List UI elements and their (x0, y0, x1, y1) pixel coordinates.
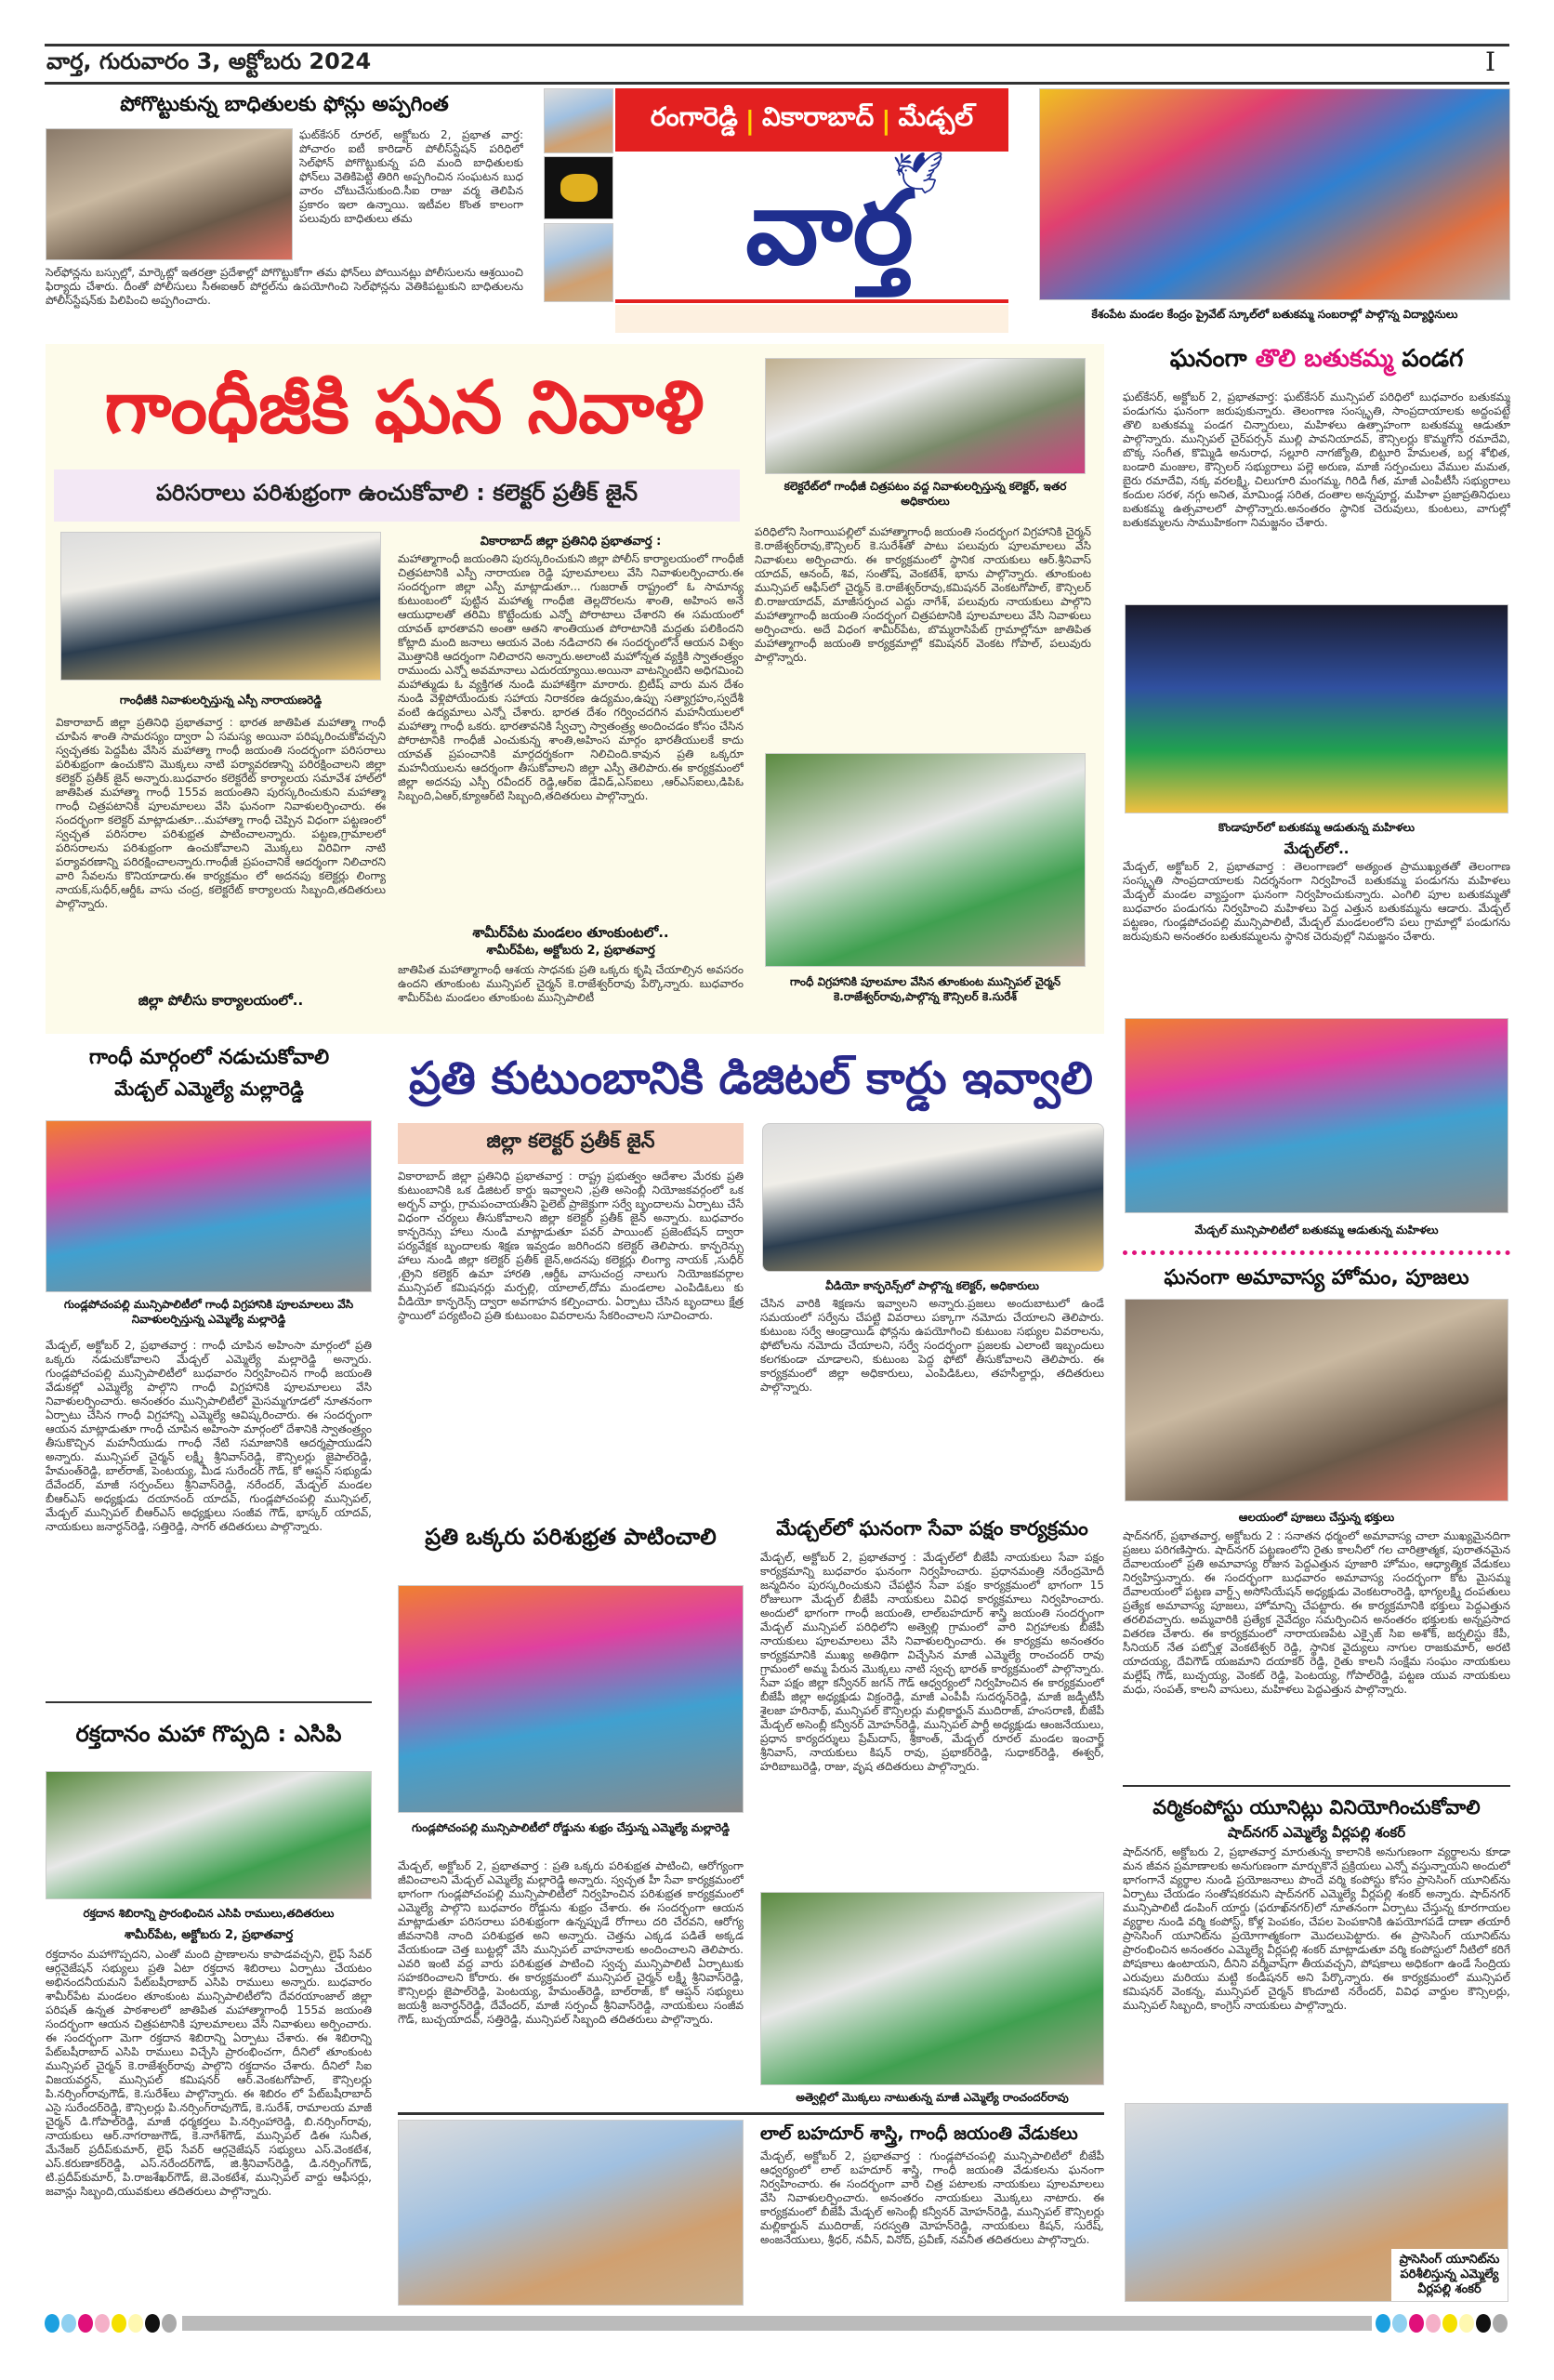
caption-video-conference: వీడియో కాన్ఫరెన్స్‌లో పాల్గొన్న కలెక్టర్, అధికారులు (825, 1279, 1039, 1292)
photo-phones-handover (46, 128, 293, 260)
photo-processing-unit (1125, 2103, 1508, 2302)
header-bottom-rule (45, 82, 1509, 85)
photo-mallareddy-statue (46, 1120, 372, 1292)
headline-digital-card: ప్రతి కుటుంబానికి డిజిటల్ కార్డు ఇవ్వాలి (409, 1052, 1093, 1104)
district-vikarabad: వికారాబాద్ (762, 101, 875, 132)
caption-mallareddy-statue: గుండ్లపోచంపల్లి మున్సిపాలిటీలో గాంధీ విగ్రహానికి పూలమాలలు వేసి నివాళులర్పిస్తున్న ఎమ్మెల్యే మల్లారెడ్డి (63, 1298, 354, 1326)
section-rule (1123, 1785, 1510, 1787)
subhead-mla-shankar: షాద్‌నగర్ ఎమ్మెల్యే వీర్లపల్లి శంకర్ (1227, 1824, 1406, 1841)
headline-blood-donation: రక్తదానం మహా గొప్పది : ఎసిపి (75, 1721, 342, 1747)
headline-part: పండగ (1393, 345, 1464, 373)
story-bathukamma-body: ఘట్‌కేసర్, అక్టోబర్ 2, ప్రభాతవార్త: ఘట్‌కేసర్ మున్సిపల్ పరిధిలో బుధవారం బతుకమ్మ పండుగను ఘనంగా జరుపుకున్నారు. తెలంగాణ సంస్కృతి, సాంప్రదాయాలకు అద్దంపట్టే తొలి బతుకమ్మ పండగ చిన్నారులు, మహిళలు ఉత్సాహంగా బతుకమ్మ ఆడుతూ పాల్గొన్నారు. మున్సిపల్ చైర్‌పర్సన్ ముల్లి పావనియాదవ్, కౌన్సిలర్లు కొమ్మగోని రమాదేవి, బొక్క సంగీత, కొమ్మిడి అనురాధ, సల్లూరి నాగజ్యోతి, బిట్టూరి హేమలత, బర్ల శోభిత, బండారి మంజుల, కౌన్సిలర్ సభ్యురాలు పల్లె అరుణ, మాజీ సర్పంచులు వేముల మమత, బైరు రమాదేవి, నక్క వరలక్ష్మి, చిలుగూరి మంగమ్మ, గిరిడి గీత, మాజీ ఎంపీటీసీ సభ్యురాలు కందుల సరళ, నగ్గు అనిత, మామిండ్ల సరిత, దంతాల అన్నపూర్ణ, మహిళా ప్రజాప్రతినిధులు బతుకమ్మ ఉత్సవాలలో పాల్గొన్నారు.అనంతరం స్థానిక చెరువులు, కుంటలు, వాగుల్లో బతుకమ్మలను సాముహికంగా నిమజ్జనం చేశారు. (1123, 390, 1510, 529)
masthead-strip (615, 305, 1008, 333)
masthead-logo: వార్త (745, 168, 914, 287)
story-seva-body: మేడ్చల్, అక్టోబర్ 2, ప్రభాతవార్త : మేడ్చల్‌లో బీజేపీ నాయకులు సేవా పక్షం కార్యక్రమాన్ని బుధవారం ఘనంగా నిర్వహించారు. ప్రధానమంత్రి నరేంద్రమోదీ జన్మదినం పురస్కరించుకుని చేపట్టిన సేవా పక్షం కార్యక్రమంలో భాగంగా 15 రోజులుగా మేడ్చల్ బీజేపీ నాయకులు వివిధ కార్యక్రమాలు నిర్వహించారు. అందులో భాగంగా గాంధీ జయంతి, లాల్‌బహదూర్ శాస్త్రి జయంతి సందర్భంగా మేడ్చల్ మున్సిపల్ పరిధిలోని అత్వెల్లి గ్రామంలో వారి విగ్రహాలకు బీజేపీ నాయకులు పూలమాలలు వేసి నివాళులర్పించారు. ఈ కార్యక్రమ అనంతరం కార్యక్రమానికి ముఖ్య అతిథిగా విచ్చేసిన మాజీ ఎమ్మెల్యే రాంచందర్ రావు గ్రామంలో అమ్మ పేరున మొక్కలు నాటి స్వచ్ఛ భారత్ కార్యక్రమంలో పాల్గొన్నారు. సేవా పక్షం జిల్లా కన్వీనర్ జగన్ గౌడ్ ఆధ్వర్యంలో నిర్వహించిన ఈ కార్యక్రమంలో బీజేపీ జిల్లా అధ్యక్షుడు విక్రంరెడ్డి, మాజీ ఎంపీపీ సుదర్శన్‌రెడ్డి, మాజీ జడ్పీటీసీ శైలజా హరినాథ్, మున్సిపల్ కౌన్సిలర్లు మల్లికార్జున్ ముదిరాజ్, హంసరాణి, బీజేపీ మేడ్చల్ అసెంబ్లీ కన్వీనర్ మోహన్‌రెడ్డి, మున్సిపల్ పార్టీ అధ్యక్షుడు ఆంజనేయులు, ప్రధాన కార్యదర్శులు ప్రేమ్‌దాస్, శ్రీకాంత్, మేడ్చల్ రూరల్ మండల ఇంచార్జ్ శ్రీనివాస్, నాయకులు కిషన్ రావు, ప్రభాకర్‌రెడ్డి, సుధాకర్‌రెడ్డి, ఈశ్వర్, హరిబాబురెడ్డి, రాజు, వృష తదితరులు పాల్గొన్నారు. (760, 1551, 1104, 1773)
story-amavasya-body: షాద్‌నగర్, ప్రభాతవార్త, అక్టోబరు 2 : సనాతన ధర్మంలో అమావాస్య చాలా ముఖ్యమైనదిగా ప్రజలు పరిగణిస్తారు. షాద్‌నగర్ పట్టణంలోని రైతు కాలనీలో గల చారిత్రాత్మక, పురాతనమైన దేవాలయంలో ప్రతి అమావాస్య రోజున పెద్దఎత్తున పూజారి హోమం, ఆధ్యాత్మిక వేడుకలు నిర్వహిస్తున్నారు. ఈ సందర్భంగా బుధవారం అమావాస్య సందర్భంగా కోట మైసమ్మ దేవాలయంలో పట్టణ వార్డ్స్ అసోసియేషన్ అధ్యక్షుడు వెంకటరాంరెడ్డి, భాగ్యలక్ష్మి దంపతులు ప్రత్యేక అమావాస్య పూజలు, హోమాన్ని చేపట్టారు. ఈ కార్యక్రమానికి భక్తులు పెద్దఎత్తున తరలివచ్చారు. అమ్మవారికి ప్రత్యేక నైవేద్యం సమర్పించిన అనంతరం భక్తులకు అన్నప్రసాద వితరణ చేశారు. ఈ కార్యక్రమంలో నారాయణపేట ఎక్సైజ్ సిఐ అశోక్, జర్నలిస్టు కేపీ, సీనియర్ నేత పట్నోళ్ల వెంకటేశ్వర్ రెడ్డి, స్థానిక వైద్యులు నాగుల రాజకుమార్, అరటి యాదయ్య, దేవిగౌడ్ యజమాని దయాకర్ రెడ్డి, రైతు కాలనీ సంక్షేమ సంఘం నాయకులు మల్లేష్ గౌడ్, బుచ్చయ్య, వెంకట్ రెడ్డి, పెంటయ్య, గోపాల్‌రెడ్డి, పట్టణ యువ నాయకులు మధు, సంపత్, కాలనీ వాసులు, మహిళలు పెద్దఎత్తున పాల్గొన్నారు. (1123, 1529, 1510, 1696)
caption-processing-unit: ప్రాసెసింగ్ యూనిట్‌ను పరిశీలిస్తున్న ఎమ్మెల్యే వీర్లపల్లి శంకర్ (1391, 2249, 1508, 2301)
photo-gandhi-statue-tumkunta (765, 753, 1086, 967)
photo-temple-gold (544, 156, 613, 219)
headline-shastri-jayanti: లాల్ బహదూర్ శాస్త్రి, గాంధీ జయంతి వేడుకలు (760, 2123, 1078, 2144)
print-registration-bar (45, 2313, 1509, 2334)
story-tumkunta-body: జాతిపిత మహాత్మాగాంధీ ఆశయ సాధనకు ప్రతి ఒక్కరు కృషి చేయాల్సిన అవసరం ఉందని తూంకుంట మున్సిపల్ చైర్మన్ కె.రాజేశ్వర్‌రావు పేర్కొన్నారు. బుధవారం శామీర్‌పేట మండలం తూంకుంట మున్సిపాలిటీ (398, 963, 744, 1004)
subhead-mla-mallareddy: మేడ్చల్ ఎమ్మెల్యే మల్లారెడ్డి (114, 1078, 304, 1100)
headline-amavasya: ఘనంగా అమావాస్య హోమం, పూజలు (1164, 1266, 1469, 1289)
section-divider (1123, 1250, 1510, 1255)
photo-temple-gopuram (544, 88, 613, 153)
page-number: I (1485, 46, 1496, 77)
section-rule (398, 2112, 1104, 2115)
headline-phones-returned: పోగొట్టుకున్న బాధితులకు ఫోన్లు అప్పగింత (120, 93, 449, 116)
story-phones-body-cont: సెల్‌ఫోన్లను బస్సుల్లో, మార్కెట్లో ఇతరత్రా ప్రదేశాల్లో పోగొట్టుకోగా తమ ఫోన్‌లు పోయినట్లు పోలీసులను ఆశ్రయించి ఫిర్యాదు చేశారు. దీంతో పోలీసులు సీఈఐఆర్ పోర్టల్‌ను ఉపయోగించి సెల్‌ఫోన్లను వెతికిపట్టుకుని బాధితులను పోలీస్‌స్టేషన్‌కు పిలిపించి అప్పగించారు. (46, 266, 523, 307)
story-vermicompost-body: షాద్‌నగర్, అక్టోబరు 2, ప్రభాతవార్త మారుతున్న కాలానికి అనుగుణంగా వ్యర్థాలను కూడా మన జీవన ప్రమాణాలకు అనుగుణంగా మార్చుకొనే ప్రక్రియలు ఎన్నో వస్తున్నాయని అందులో భాగంగానే వ్యర్థాల నుండి ప్రయోజనాలు పొందే వర్మి కంపోస్టు కోసం ప్రాసెసింగ్ యూనిట్‌ను ఏర్పాటు చేయడం సంతోషకరమని షాద్‌నగర్ ఎమ్మెల్యే వీర్లపల్లి శంకర్ అన్నారు. షాద్‌నగర్ మున్సిపాలిటీ డంపింగ్ యార్డు (ఫరూఖ్‌నగర్)లో నూతనంగా ఏర్పాటు చేస్తున్న కూరగాయల వ్యర్థాల నుండి వర్మి కంపోస్ట్, కోళ్ల పెంపకం, చేపల పెంపకానికి ఉపయోగపడే దాణా తయారీ ప్రాసెసింగ్ యూనిట్‌ను ప్రయోగాత్మకంగా మొదలుపెట్టారు. ఈ ప్రాసెసింగ్ యూనిట్‌ను ప్రారంభించిన అనంతరం ఎమ్మెల్యే వీర్లపల్లి శంకర్ మాట్లాడుతూ వర్మి కంపోస్టులో నీటిలో కరిగే పోషకాలు ఉంటాయని, దీనిని వర్మీవాష్‌గా తీయవచ్చని, పోషకాలు అధికంగా ఉండే సేంద్రియ ఎరువులు మరియు మట్టి కండీషనర్ అని పేర్కొన్నారు. ఈ కార్యక్రమంలో మున్సిపల్ కమిషనర్ వెంకన్న, మున్సిపల్ చైర్మన్ కొందూటి నరేందర్, వివిధ వార్డుల కౌన్సిలర్లు, మున్సిపల్ సిబ్బంది, కాంగ్రెస్ నాయకులు పాల్గొన్నారు. (1123, 1845, 1510, 2012)
photo-kondapur-bathukamma (1125, 604, 1508, 813)
story-phones-body: ఘట్‌కేసర్ రూరల్, అక్టోబరు 2, ప్రభాత వార్త: పోచారం ఐటీ కారిడార్ పోలీస్‌స్టేషన్ పరిధిలో సెల్‌ఫోన్ పోగొట్టుకున్న పది మంది బాధితులకు ఫోన్‌లు వెతికిపెట్టి తిరిగి అప్పగించిన సంఘటన బుధ వారం చోటుచేసుకుంది.సీఐ రాజు వర్మ తెలిపిన ప్రకారం ఇలా ఉన్నాయి. ఇటీవల కొంత కాలంగా పలువురు బాధితులు తమ (299, 128, 523, 225)
subhead-tumkunta: శామీర్‌పేట మండలం తూంకుంటలో.. (472, 924, 669, 941)
photo-mla-sweeping (398, 1585, 744, 1813)
caption-sp-tribute: గాంధీజీకి నివాళులర్పిస్తున్న ఎస్పీ నారాయణరెడ్డి (119, 694, 323, 707)
dateline-shamirpet: శామీర్‌పేట, అక్టోబరు 2, ప్రభాతవార్త (486, 944, 655, 958)
photo-video-conference (762, 1123, 1104, 1272)
dateline: వార్త, గురువారం 3, అక్టోబరు 2024 (46, 48, 372, 74)
dateline-shamirpet: శామీర్‌పేట, అక్టోబరు 2, ప్రభాతవార్త (124, 1928, 294, 1942)
story-blood-body: రక్తదానం మహాగొప్పదని, ఎంతో మంది ప్రాణాలను కాపాడవచ్చని, లైఫ్ సేవర్ ఆర్గనైజేషన్ సభ్యులు ప్రతి ఏటా రక్తదాన శిబిరాలు ఏర్పాటు చేయటం అభినందనీయమని పేట్‌బషీరాబాద్ ఎసిపి రాములు అన్నారు. బుధవారం శామీర్‌పేట మండలం తూంకుంట మున్సిపాలిటీలోని దేవరయాంజాల్ జిల్లా పరిషత్ ఉన్నత పాఠశాలలో జాతిపిత మహాత్మాగాంధీ 155వ జయంతి సందర్భంగా ఆయన చిత్రపటానికి పూలమాలలు వేసి నివాళులు అర్పించారు. ఈ సందర్భంగా మెగా రక్తదాన శిబిరాన్ని ఏర్పాటు చేశారు. ఈ శిబిరాన్ని పేట్‌బషీరాబాద్ ఎసిపి రాములు విచ్చేసి ప్రారంభించగా, దీనిలో తూంకుంట మున్సిపల్ చైర్మన్ కె.రాజేశ్వర్‌రావు పాల్గొని రక్తదానం చేశారు. దీనిలో సిఐ విజయవర్ధన్, మున్సిపల్ కమిషనర్ ఆర్.వెంకటగోపాల్, కౌన్సిలర్లు పి.నర్సింగ్‌రావుగౌడ్, కె.సురేశ్‌లు పాల్గొన్నారు. ఈ శిబిరం లో పేట్‌బషీరాబాద్ ఎసై సురేందర్‌రెడ్డి, కౌన్సిలర్లు పి.నర్సింగ్‌రావుగౌడ్, కె.సురేశ్, రామాలయ మాజీ చైర్మన్ డి.గోపాల్‌రెడ్డి, మాజీ ధర్మకర్తలు పి.నర్సింహారెడ్డి, బి.నర్సింగ్‌రావు, నాయకులు ఆర్.నాగరాజుగౌడ్, కె.నాగేశ్‌గౌడ్, మున్సిపల్ డిఈ సునీత, మేనేజర్ ప్రదీప్‌కుమార్, లైఫ్ సేవర్ ఆర్గనైజేషన్ సభ్యులు ఎస్.వెంకటేశ, ఎస్.కరుణాకర్‌రెడ్డి, ఎస్.నరేందర్‌గౌడ్, జి.శ్రీనివాస్‌రెడ్డి, డి.నర్సింగ్‌గౌడ్, టి.ప్రదీప్‌కుమార్, పి.రాజశేఖర్‌గౌడ్, జె.వెంకటేశ, మున్సిపల్ వార్డు ఆఫీసర్లు, జవాన్లు సిబ్బంది,యువకులు తదితరులు పాల్గొన్నారు. (46, 1948, 372, 2198)
headline-gandhi-path: గాంధీ మార్గంలో నడుచుకోవాలి (88, 1046, 330, 1069)
caption-planting-saplings: అత్వెల్లిలో మొక్కలు నాటుతున్న మాజీ ఎమ్మెల్యే రాంచందర్‌రావు (796, 2091, 1069, 2104)
headline-highlight: తొలి బతుకమ్మ (1255, 345, 1394, 373)
photo-amavasya-temple (1125, 1299, 1508, 1501)
photo-blood-camp (46, 1771, 372, 1899)
headline-part: ఘనంగా (1169, 345, 1256, 373)
photo-collectorate-tribute (765, 358, 1086, 474)
story-medchal-bathukamma-body: మేడ్చల్, అక్టోబర్ 2, ప్రభాతవార్త : తెలంగాణలో అత్యంత ప్రాముఖ్యతతో తెలంగాణ సంస్కృతి సాంప్రదాయాలకు నిదర్శనంగా నిర్వహించే బతుకమ్మ పండుగను మహిళలు మేడ్చల్ మండల వ్యాప్తంగా ఘనంగా నిర్వహించుకున్నారు. ఎంగిలి పూల బతుకమ్మతో బుధవారం పండుగను నిర్వహించి మహిళలు పెద్ద ఎత్తున బతుకమ్మను ఆడారు. మేడ్చల్ పట్టణం, గుండ్లపోచంపల్లి మున్సిపాలిటీ, మేడ్చల్ మండలంలోని పలు గ్రామాల్లో పండుగను జరుపుకుని అనంతరం బతుకమ్మలను స్థానిక చెరువుల్లో నిమజ్జనం చేశారు. (1123, 860, 1510, 943)
story-sp-body: మహాత్మాగాంధీ జయంతిని పురస్కరించుకుని జిల్లా పోలీస్ కార్యాలయంలో గాంధీజీ చిత్రపటానికి ఎస్పీ నారాయణ రెడ్డి పూలమాలలు వేసి నివాళులర్పించారు.ఈ సందర్భంగా జిల్లా ఎస్పీ మాట్లాడుతూ... గుజరాత్ రాష్ట్రంలో ఓ సామాన్య కుటుంబంలో పుట్టిన మహాత్మ గాంధీజి తెల్లదొరలను శాంతి, అహింస అనే ఆయుధాలతో తరిమి కొట్టేందుకు ఎన్నో పోరాటాలు చేశారని ఈ సమయంలో యావత్ భారతావని అంతా ఆతని శాంతియుత పోరాటానికి మద్దతు పలికిందని కోట్లాది మంది జనాలు ఆయన వెంట నడిచారని ఈ సందర్భంలోనే ఆయన విశ్వం మొత్తానికి ఆదర్శంగా నిలిచారని అన్నారు.అలాంటి మహోన్నత వ్యక్తికి స్వాతంత్ర్యం రాముందు ఎన్నో అవమానాలు ఎదురయ్యాయి.అయినా వాటన్నింటిని అధిగమించి మహాత్ముడు ఓ వ్యక్తిగత నుండి మహాశక్తిగా మారారు. బ్రిటీష్ వారు మన దేశం నుండి వెళ్లిపోయేందుకు సహాయ నిరాకరణ ఉద్యమం,ఉప్పు సత్యాగ్రహం,స్వదేశీ వంటి ఉద్యమాలు ఎన్నో చేశారు. భారత దేశం గర్వించదగిన మహనీయులలో మహాత్మా గాంధీ ఒకరు. భారతావనికి స్వేచ్ఛా స్వాతంత్ర్య అందించడం కోసం చేసిన పోరాటానికి గాంధీజీ ఎంచుకున్న శాంతి,అహింస మార్గం భారతీయులకే కాదు యావత్ ప్రపంచానికి మార్గదర్శకంగా నిలిచింది.కావున ప్రతి ఒక్కరూ మహనీయులను ఆదర్శంగా తీసుకోవాలని జిల్లా ఎస్పీ తెలిపారు.ఈ కార్యక్రమంలో జిల్లా అదనపు ఎస్పీ రవీందర్ రెడ్డి,ఆర్‌ఐ డేవిడ్,ఎస్‌ఐలు ,ఆర్‌ఎస్‌ఐలు,డిపిఓ సిబ్బంది,ఏఆర్,క్యూఆర్‌టి సిబ్బంది,తదితరులు పాల్గొన్నారు. (398, 552, 744, 802)
headline-cleanliness: ప్రతి ఒక్కరు పరిశుభ్రత పాటించాలి (425, 1524, 717, 1550)
photo-planting-saplings (760, 1892, 1104, 2085)
headline-seva-paksham: మేడ్చల్‌లో ఘనంగా సేవా పక్షం కార్యక్రమం (776, 1517, 1088, 1540)
story-digital-card-body-cont: చేసిన వారికి శిక్షణను ఇవ్వాలని అన్నారు.ప్రజలు అందుబాటులో ఉండే సమయంలో సర్వేను చేపట్టి వివరాలు పక్కాగా నమోదు చేయాలని తెలిపారు. కుటుంబ సర్వే ఆండ్రాయిడ్ ఫోన్లను ఉపయోగించి కుటుంబ సభ్యుల వివరాలను, ఫోటోలను నమోదు చేయాలని, సర్వే సందర్భంగా ప్రజలకు ఎలాంటి ఇబ్బందులు కలగకుండా చూడాలని, కుటుంబ పెద్ద ఫోటో తీసుకోవాలని తెలిపారు. ఈ కార్యక్రమంలో జిల్లా అధికారులు, ఎంపిడిఓలు, తహసీల్దార్లు, తదితరులు పాల్గొన్నారు. (760, 1297, 1104, 1394)
masthead-district-banner: రంగారెడ్డి | వికారాబాద్ | మేడ్చల్ (615, 88, 1008, 152)
headline-vermicompost: వర్మికంపోస్టు యూనిట్లు వినియోగించుకోవాలి (1152, 1796, 1481, 1818)
photo-temple-white (544, 223, 613, 302)
caption-kondapur-bathukamma: కొండాపూర్‌లో బతుకమ్మ ఆడుతున్న మహిళలు (1218, 821, 1416, 834)
caption-medchal-bathukamma: మేడ్చల్ మున్సిపాలిటీలో బతుకమ్మ ఆడుతున్న మహిళలు (1194, 1223, 1439, 1236)
headline-gandhi-tribute: గాంధీజీకి ఘన నివాళి (104, 366, 705, 450)
photo-bathukamma-school (1039, 88, 1510, 300)
caption-mla-sweeping: గుండ్లపోచంపల్లి మున్సిపాలిటీలో రోడ్డును శుభ్రం చేస్తున్న ఎమ్మెల్యే మల్లారెడ్డి (411, 1821, 731, 1834)
section-rule (46, 1701, 372, 1703)
district-rangareddy: రంగారెడ్డి (650, 101, 738, 132)
story-cleanliness-body: మేడ్చల్, అక్టోబర్ 2, ప్రభాతవార్త : ప్రతి ఒక్కరు పరిశుభ్రత పాటించి, ఆరోగ్యంగా జీవించాలని మేడ్చల్ ఎమ్మెల్యే మల్లారెడ్డి అన్నారు. స్వచ్ఛత హీ సేవా కార్యక్రమంలో భాగంగా గుండ్లపోచంపల్లి మున్సిపాలిటీలో నిర్వహించిన పరిశుభ్రత కార్యక్రమంలో ఎమ్మెల్యే పాల్గొని బుధవారం రోడ్డును శుభ్రం చేశారు. ఈ సందర్భంగా ఆయన మాట్లాడుతూ పరిసరాలు పరిశుభ్రంగా ఉన్నప్పుడే రోగాలు దరి చేరవని, ఆరోగ్య జీవనానికి నాంది పరిశుభ్రత అని అన్నారు. చెత్తను ఎక్కడ పడితే అక్కడ వేయకుండా చెత్త బుట్టల్లో వేసి మున్సిపల్ వాహనాలకు అందించాలని తెలిపారు. ఎవరి ఇంటి వద్ద వారు పరిశుభ్రత పాటించి స్వచ్ఛ మున్సిపాలిటీ ఏర్పాటుకు సహకరించాలని కోరారు. ఈ కార్యక్రమంలో మున్సిపల్ చైర్మన్ లక్ష్మీ శ్రీనివాస్‌రెడ్డి, కౌన్సిలర్లు జైపాల్‌రెడ్డి, పెంటయ్య, హేమంత్‌రెడ్డి, బాల్‌రాజ్, కో ఆప్షన్ సభ్యులు జయశ్రీ జనార్ధన్‌రెడ్డి, దేవేందర్, మాజీ సర్పంచ్ శ్రీనివాస్‌రెడ్డి, నాయకులు సంజీవ గౌడ్, బుచ్చయాదవ్, సత్తిరెడ్డి, మున్సిపల్ సిబ్బంది తదితరులు పాల్గొన్నారు. (398, 1859, 744, 2026)
caption-collectorate-tribute: కలెక్టరేట్‌లో గాంధీజీ చిత్రపటం వద్ద నివాళులర్పిస్తున్న కలెక్టర్, ఇతర అధికారులు (784, 480, 1067, 508)
story-mallareddy-body: మేడ్చల్, అక్టోబర్ 2, ప్రభాతవార్త : గాంధీ చూపిన అహింసా మార్గంలో ప్రతి ఒక్కరు నడుచుకోవాలని మేడ్చల్ ఎమ్మెల్యే మల్లారెడ్డి అన్నారు. గుండ్లపోచంపల్లి మున్సిపాలిటీలో బుధవారం నిర్వహించిన గాంధీ జయంతి వేడుకల్లో ఎమ్మెల్యే పాల్గొని గాంధీ విగ్రహానికి పూలమాలలు వేసి నివాళులర్పించారు. అనంతరం మున్సిపాలిటీలో మైసమ్మగూడలో నూతనంగా ఏర్పాటు చేసిన గాంధీ విగ్రహాన్ని ఎమ్మెల్యే ఆవిష్కరించారు. ఈ సందర్భంగా ఆయన మాట్లాడుతూ గాంధీ చూపిన అహింసా మార్గంలో దేశానికి స్వాతంత్ర్యం తీసుకొచ్చిన మహనీయుడు గాంధీ నేటి సమాజానికి ఆదర్శప్రాయుడని అన్నారు. మున్సిపల్ చైర్మన్ లక్ష్మీ శ్రీనివాస్‌రెడ్డి, కౌన్సిలర్లు జైపాల్‌రెడ్డి, హేమంత్‌రెడ్డి, బాల్‌రాజ్, పెంటయ్య, మీడ సురేందర్ గౌడ్, కో ఆప్షన్ సభ్యుడు దేవేందర్, మాజీ సర్పంచ్‌లు శ్రీనివాస్‌రెడ్డి, నరేందర్, మేడ్చల్ మండల బీఆర్‌ఎస్ అధ్యక్షుడు దయానంద్ యాదవ్, గుండ్లపోచంపల్లి మున్సిపల్, మేడ్చల్ మున్సిపల్ బీఆర్‌ఎస్ అధ్యక్షులు సంజీవ గౌడ్, భాస్కర్ యాదవ్, నాయకులు జనార్ధన్‌రెడ్డి, సత్తిరెడ్డి, సాగర్ తదితరులు పాల్గొన్నారు. (46, 1339, 372, 1533)
caption-amavasya-temple: ఆలయంలో పూజలు చేస్తున్న భక్తులు (1238, 1511, 1395, 1524)
story-digital-card-body: వికారాబాద్ జిల్లా ప్రతినిధి ప్రభాతవార్త : రాష్ట్ర ప్రభుత్వం ఆదేశాల మేరకు ప్రతి కుటుంబానికి ఒక డిజిటల్ కార్డు ఇవ్వాలని ,ప్రతి అసెంబ్లీ నియోజకవర్గంలో ఒక అర్బన్ వార్డు, గ్రామపంచాయతీని పైలెట్ ప్రాజెక్టుగా సర్వే బృందాలను ఏర్పాటు చేసే విధంగా చర్యలు తీసుకోవాలని జిల్లా కలెక్టర్ ప్రతీక్ జైన్ అన్నారు. బుధవారం కాన్ఫరెన్సు హాలు నుండి మాట్లాడుతూ పవర్ పాయింట్ ప్రజెంటేషన్ ద్వారా పర్యవేక్షక బృందాలకు శిక్షణ ఇవ్వడం జరిగిందని కలెక్టర్ తెలిపారు. కాన్ఫరెన్సు హాలు నుండి జిల్లా కలెక్టర్ ప్రతీక్ జైన్,అదనపు కలెక్టర్లు లింగ్యా నాయక్ ,సుధీర్ ,ట్రైని కలెక్టర్ ఉమా హారతి ,ఆర్డీఓ వాసుచంద్ర నాలుగు నియోజకవర్గాల మున్సిపల్ కమిషనర్లు మర్పల్లి, యాలాల్,దోమ మండలాల ఎంపిడిఓలు కు వీడియో కాన్ఫరెన్స్ ద్వారా అవగాహన కల్పించారు. ఏర్పాటు చేసిన బృందాలు క్షేత్ర స్థాయిలో పర్యటించి ప్రతి కుటుంబం వివరాలను సేకరించాలని సూచించారు. (398, 1170, 744, 1322)
headline-bathukamma (1123, 346, 1510, 374)
masthead-underline (615, 299, 1008, 303)
subhead-collector-clean: పరిసరాలు పరిశుభ్రంగా ఉంచుకోవాలి : కలెక్టర్ ప్రతీక్ జైన్ (54, 469, 740, 522)
photo-sp-tribute (60, 532, 381, 681)
subhead-police-office: జిల్లా పోలీసు కార్యాలయంలో.. (138, 992, 304, 1009)
caption-bathukamma-school: కేశంపేట మండల కేంద్రం ప్రైవేట్ స్కూల్‌లో బతుకమ్మ సంబరాల్లో పాల్గొన్న విద్యార్థినులు (1091, 308, 1458, 321)
dove-logo-icon: 🕊 (892, 150, 944, 197)
story-collector-body: వికారాబాద్ జిల్లా ప్రతినిధి ప్రభాతవార్త : భారత జాతిపిత మహాత్మా గాంధీ చూపిన శాంతి సామరస్యం ద్వారా ఏ సమస్య అయినా పరిష్కరించుకోవచ్చని స్వచ్ఛతకు పెద్దపీట వేసిన మహాత్మా గాంధీ జయంతి సందర్భంగా పరిసరాలు పరిశుభ్రంగా ఉంచుకొని మొక్కలు నాటి పర్యావరణాన్ని పరిరక్షించాలని జిల్లా కలెక్టర్ ప్రతీక్ జైన్ అన్నారు.బుధవారం కలెక్టరేట్ కార్యాలయ సమావేశ హాల్‌లో జాతిపిత మహాత్మా గాంధీ 155వ జయంతిని పురస్కరించుకుని మహాత్మా గాంధీ చిత్రపటానికి పూలమాలలు వేసి ఘనంగా నివాళులర్పించారు. ఈ సందర్భంగా కలెక్టర్ మాట్లాడుతూ...మహాత్మా గాంధీ చెప్పిన విధంగా పట్టణంలో స్వచ్ఛత పరిసరాల పరిశుభ్రత పాటించాలన్నారు. పట్టణ,గ్రామాలలో పరిసరాలను పరిశుభ్రంగా ఉంచుకోవాలని మొక్కలు విరివిగా నాటి పర్యావరణాన్ని పరిరక్షించాలన్నారు.గాంధీజీ ప్రపంచానికే ఆదర్శంగా నిలిచారని వారి సేవలను కొనియాడారు.ఈ కార్యక్రమం లో అదనపు కలెక్టర్లు లింగ్యా నాయక్,సుధీర్,ఆర్డీఓ వాసు చంద్ర, కలెక్టరేట్ కార్యాలయ సిబ్బంది,తదితరులు పాల్గొన్నారు. (56, 716, 386, 910)
subhead-district-collector: జిల్లా కలెక్టర్ ప్రతీక్ జైన్ (398, 1123, 744, 1164)
story-tumkunta-body-cont: పరిధిలోని సింగాయిపల్లిలో మహాత్మాగాంధీ జయంతి సందర్భంగ విగ్రహానికి చైర్మన్ కె.రాజేశ్వర్‌రావు,కౌన్సిలర్ కె.సురేశ్‌తో పాటు పలువురు పూలమాలలు వేసి నివాళులు అర్పించారు. ఈ కార్యక్రమంలో స్థానిక నాయకులు ఆర్.శ్రీనివాస్ యాదవ్, ఆనంద్, శివ, సంతోష్, వెంకటేశ్, భాను పాల్గొన్నారు. తూంకుంట మున్సిపల్ ఆఫీస్‌లో చైర్మన్ కె.రాజేశ్వర్‌రావు,కమిషనర్ వెంకటగోపాల్, కౌన్సిలర్ బి.రాజుయాదవ్, మాజీసర్పంచ ఎద్దు నాగేశ్, పలువురు నాయకులు పాల్గొని మహాత్మాగాంధీ జయంతి సందర్భంగ చిత్రపటానికి పూలమాలలు వేసి నివాళులు అర్పించారు. అదే విధంగ శామీర్‌పేట, బొమ్మరాసిపేట్ గ్రామాల్లోనూ జాతిపిత మహాత్మాగాంధీ జయంతి కార్యక్రమాల్లో కమిషనర్ వెంకట గోపాల్, పలువురు పాల్గొన్నారు. (755, 525, 1091, 664)
caption-gandhi-statue-tumkunta: గాంధీ విగ్రహానికి పూలమాల వేసిన తూంకుంట మున్సిపల్ చైర్మన్ కె.రాజేశ్వర్‌రావు,పాల్గొన్న కౌన్సిలర్ కె.సురేశ్ (789, 975, 1061, 1003)
header-top-rule (45, 44, 1509, 46)
story-shastri-body: మేడ్చల్, అక్టోబర్ 2, ప్రభాతవార్త : గుండ్లపోచంపల్లి మున్సిపాలిటీలో బీజేపీ ఆధ్వర్యంలో లాల్ బహదూర్ శాస్త్రి, గాంధీ జయంతి వేడుకలను ఘనంగా నిర్వహించారు. ఈ సందర్భంగా వారి చిత్ర పటాలకు నాయకులు పూలమాలలు వేసి నివాళులర్పించారు. అనంతరం నాయకులు మొక్కలు నాటారు. ఈ కార్యక్రమంలో బీజేపీ మేడ్చల్ అసెంబ్లీ కన్వీనర్ మోహన్‌రెడ్డి, మున్సిపల్ కౌన్సిలర్లు మల్లికార్జున్ ముదిరాజ్, సరస్వతి మోహన్‌రెడ్డి, నాయకులు కిషన్, సురేష్, అంజనేయులు, శ్రీధర్, నవీన్, వినోద్, ప్రవీణ్, నవనీత తదితరులు పాల్గొన్నారు. (760, 2149, 1104, 2246)
subhead-medchal: మేడ్చల్‌లో.. (1284, 840, 1350, 857)
dateline-vikarabad: వికారాబాద్ జిల్లా ప్రతినిధి ప్రభాతవార్త : (480, 535, 662, 549)
photo-shastri-jayanti (398, 2120, 744, 2306)
photo-medchal-bathukamma (1125, 1018, 1508, 1213)
caption-blood-camp: రక్తదాన శిబిరాన్ని ప్రారంభించిన ఎసిపి రాములు,తదితరులు (83, 1907, 335, 1920)
district-medchal: మేడ్చల్ (898, 101, 974, 132)
